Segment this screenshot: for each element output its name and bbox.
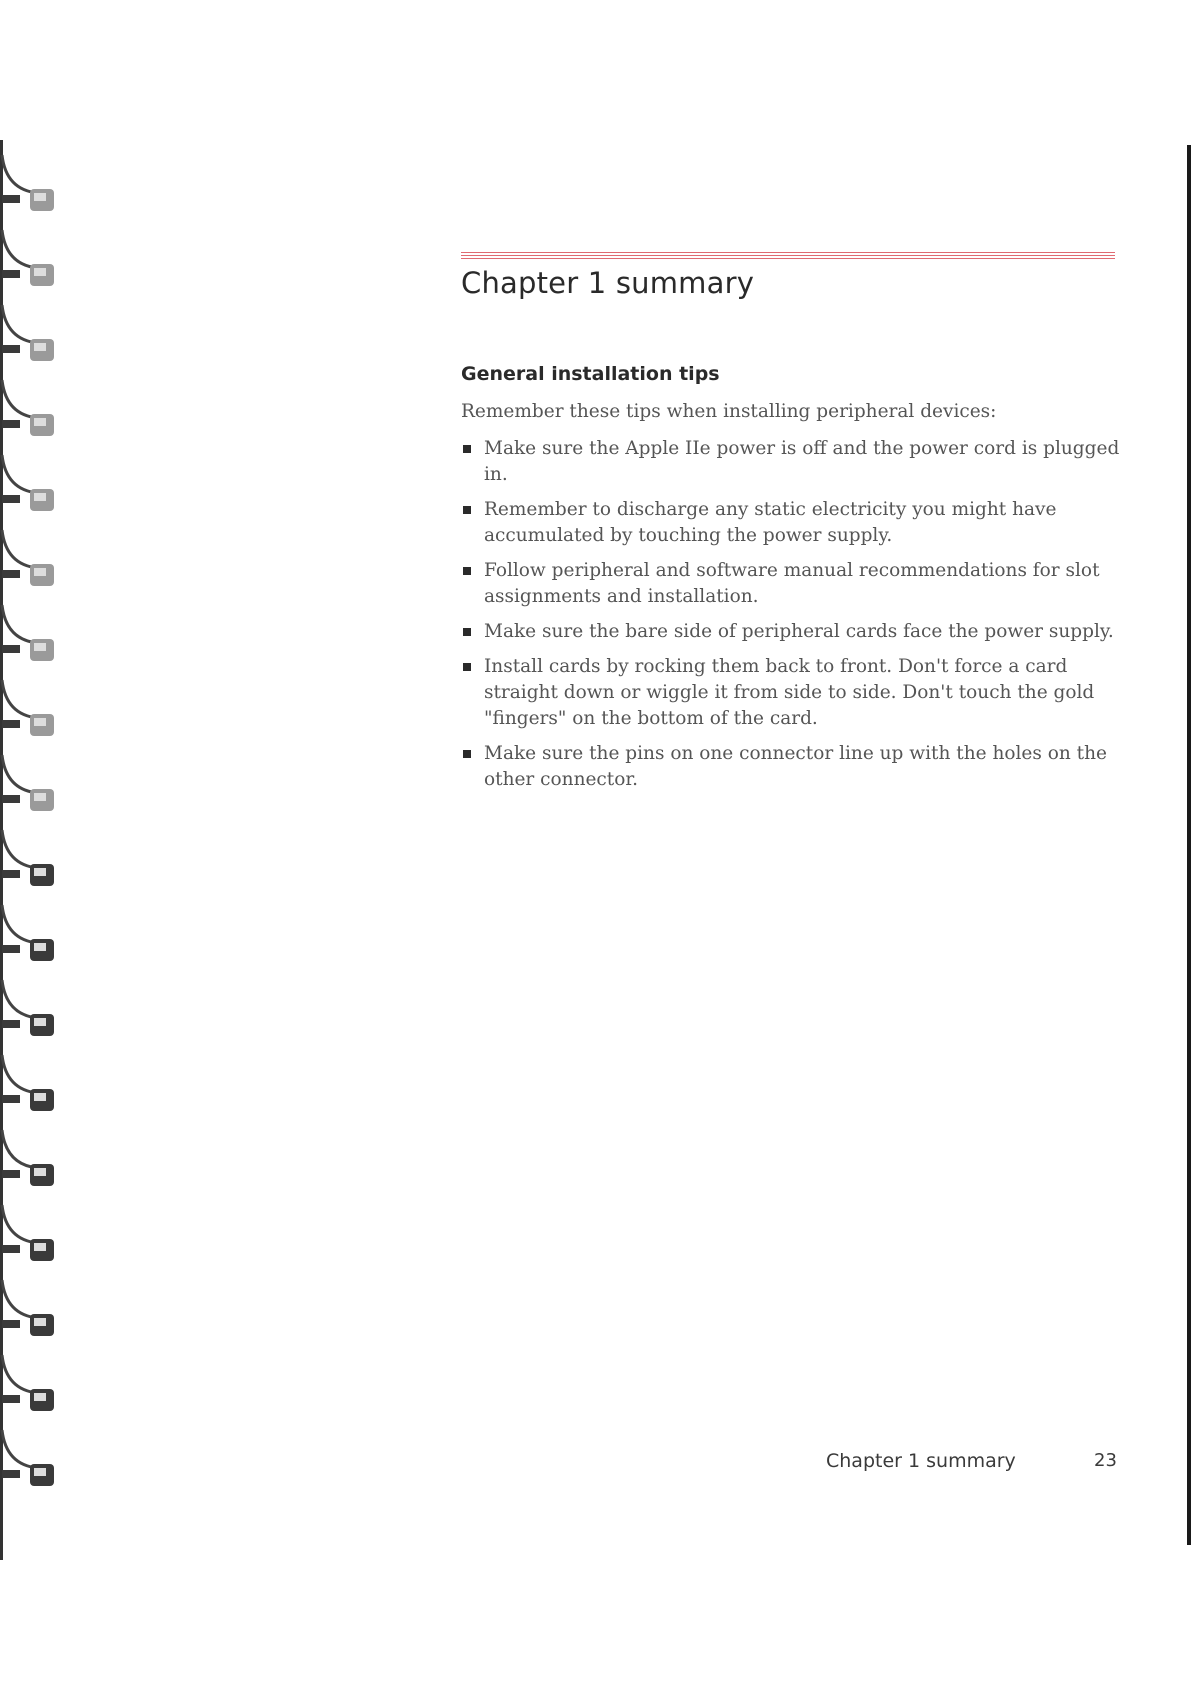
spiral-binding-graphic xyxy=(0,140,60,1560)
spiral-coil xyxy=(2,380,54,436)
list-item xyxy=(461,619,1121,645)
spiral-coil xyxy=(2,905,54,961)
bullet-icon xyxy=(463,567,471,575)
spiral-coil xyxy=(2,1280,54,1336)
tip-text: Install cards by rocking them back to front. Don't force a card straight down or wiggle it from side to side. Don't touch the gold "fingers" on the bottom of the card. xyxy=(484,656,1095,729)
spiral-coil xyxy=(2,1430,54,1486)
bullet-icon xyxy=(463,750,471,758)
list-item xyxy=(461,741,1121,793)
tip-text: Make sure the pins on one connector line up with the holes on the other connector. xyxy=(484,743,1107,790)
spiral-binding xyxy=(0,140,60,1560)
spiral-coil xyxy=(2,680,54,736)
tip-text: Follow peripheral and software manual recommendations for slot assignments and installation. xyxy=(484,560,1100,607)
spiral-coil xyxy=(2,1205,54,1261)
tip-text: Remember to discharge any static electricity you might have accumulated by touching the power supply. xyxy=(484,499,1057,546)
spiral-coil xyxy=(2,755,54,811)
tip-text: Make sure the Apple IIe power is off and the power cord is plugged in. xyxy=(484,438,1120,485)
spiral-coil xyxy=(2,155,54,211)
page-number: 23 xyxy=(1094,1450,1117,1471)
spiral-coil xyxy=(2,230,54,286)
spiral-coil xyxy=(2,605,54,661)
list-item xyxy=(461,654,1121,732)
spiral-coil xyxy=(2,830,54,886)
list-item xyxy=(461,558,1121,610)
page-right-edge xyxy=(1187,145,1191,1545)
tips-list xyxy=(461,436,1121,802)
spiral-coil xyxy=(2,530,54,586)
bullet-icon xyxy=(463,445,471,453)
spiral-coil xyxy=(2,305,54,361)
chapter-title: Chapter 1 summary xyxy=(461,266,755,300)
chapter-header-rule xyxy=(461,252,1115,262)
spiral-coil xyxy=(2,1055,54,1111)
spiral-coil xyxy=(2,455,54,511)
list-item xyxy=(461,497,1121,549)
spiral-coil xyxy=(2,980,54,1036)
footer-running-title: Chapter 1 summary xyxy=(826,1450,1016,1472)
section-heading: General installation tips xyxy=(461,363,720,385)
bullet-icon xyxy=(463,506,471,514)
bullet-icon xyxy=(463,663,471,671)
list-item xyxy=(461,436,1121,488)
spiral-coil xyxy=(2,1355,54,1411)
bullet-icon xyxy=(463,628,471,636)
intro-text: Remember these tips when installing peripheral devices: xyxy=(461,401,997,422)
spiral-coil xyxy=(2,1130,54,1186)
tip-text: Make sure the bare side of peripheral cards face the power supply. xyxy=(484,621,1114,642)
